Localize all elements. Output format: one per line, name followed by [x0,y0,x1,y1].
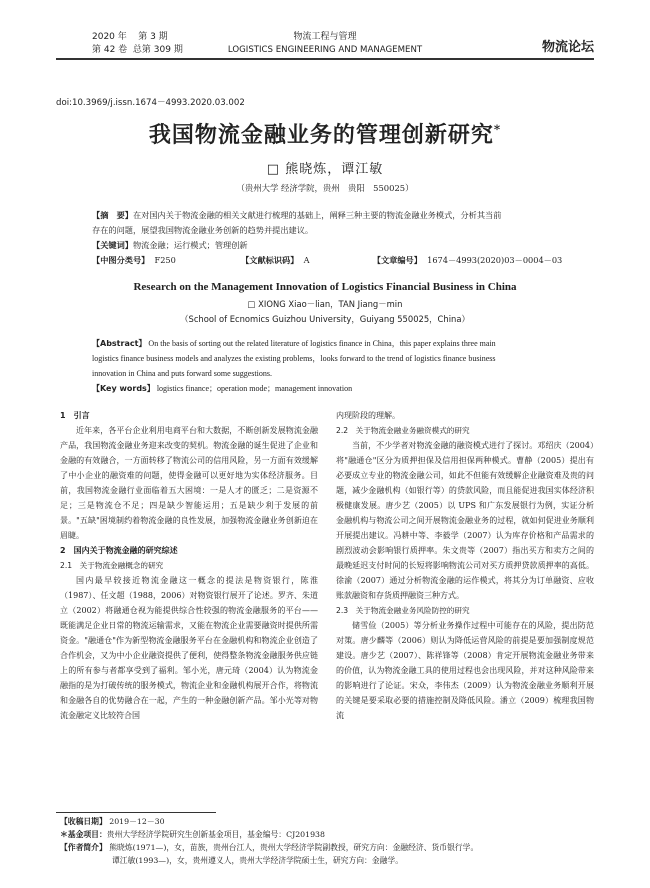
clc-label: 【中图分类号】 [92,255,150,265]
authors-cn: □ 熊晓炼，谭江敏 [266,162,384,177]
title-cn-text: 我国物流金融业务的管理创新研究 [148,122,494,148]
abstract-en-line2: logistics finance business models and analyzes the existing problems，looks forward to the trend of logistics finance business [92,354,496,363]
authors-en: □ XIONG Xiao－lian，TAN Jiang－min [247,299,403,309]
section-2-heading: 2 国内关于物流金融的研究综述 [60,546,178,555]
abstract-en-line1: On the basis of sorting out the related literature of logistics finance in China，this paper explains three main [148,339,496,348]
classification-line [92,253,570,268]
article-number-label: 【文章编号】 [372,255,422,265]
author-bio-1: 熊晓炼(1971—)，女，苗族，贵州台江人，贵州大学经济学院副教授，研究方向：金融经济、货币银行学。 [109,843,479,852]
keywords-cn-label: 【关键词】 [92,240,133,250]
abstract-en [92,336,568,396]
section-2-1-paragraph: 国内最早较接近物流金融这一概念的提法是物资银行，陈淮（1987）、任文超（1988，2006）对物资银行展开了论述。罗齐、朱道立（2002）将融通仓视为能提供综合性较强的物流金融服务的平台——既能满足企业日常的物流运输需求，又能在物流企业需要融资时提供所需资金。"融通仓"作为新型物流金融服务平台在金融机构和物流企业创造了合作机会，又为中小企业融资提供了便利，使得整条物流金融服务供应链上的所有参与者都享受到了福利。邹小光，唐元琦（2004）认为物流金融指的是为打破传统的服务模式，物流企业和金融机构展开合作，将物流和金融各自的优势融合在一起，产生的一种金融创新产品。邹小光等对物流金融定义比较符合国 [60,576,318,720]
doi: doi:10.3969/j.issn.1674－4993.2020.03.002 [56,98,245,108]
abstract-en-line3: innovation in China and puts forward some suggestions. [92,369,272,378]
author-bio-2: 谭江敏(1993—)，女，贵州遵义人，贵州大学经济学院硕士生，研究方向：金融学。 [112,856,404,865]
journal-name-cn: 物流工程与管理 [293,32,357,42]
header-rule [56,58,594,60]
abstract-cn-line2: 存在的问题，展望我国物流金融业务创新的趋势并提出建议。 [92,225,314,235]
received-date: 2019－12－30 [109,817,165,826]
fund-label: ＊基金项目： [60,830,107,839]
section-2-2-heading: 2.2 关于物流金融业务融资模式的研究 [336,426,470,435]
clc-number: F250 [154,255,176,265]
section-2-2-paragraph: 当前，不少学者对物流金融的融资模式进行了探讨。邓绍庆（2004）将"融通仓"区分为质押担保及信用担保两种模式。曹静（2005）提出有必要成立专业的物流金融公司，如此不但能有效缓解企业融资难及贵的问题，减少金融机构（如银行等）的贷款风险，而且能促进我国实体经济积极健康发展。唐少艺（2005）以 UPS 和广东发展银行为例，实证分析金融机构与物流公司之间开展物流金融业务的过程，就如何促进业务顺利开展提出建议。冯耕中等、李毅学（2007）认为库存价格和产品需求的剧烈波动会影响银行质押率。朱文贵等（2007）指出买方和卖方之间的最晚延迟支付时间的长短将影响物流公司对买方质押贷款质押率的高低。徐渝（2007）通过分析物流金融的运作模式，将其分为订单融资、应收账款融资和存货质押融资三种方式。 [336,441,594,600]
keywords-en: logistics finance；operation mode；management innovation [156,384,353,393]
continued-text: 内现阶段的理解。 [336,411,400,420]
abstract-cn-label: 【摘 要】 [92,210,133,220]
received-label: 【收稿日期】 [60,817,107,826]
abstract-cn [92,208,570,268]
footnote-rule [56,812,216,813]
author-bio-label: 【作者简介】 [60,843,107,852]
journal-name-en: LOGISTICS ENGINEERING AND MANAGEMENT [227,45,423,55]
affiliation-cn: （贵州大学 经济学院，贵州 贵阳 550025） [236,183,414,193]
affiliation-en: （School of Ecnomics Guizhou University，Guiyang 550025，China） [180,314,470,324]
section-2-3-paragraph: 储雪俭（2005）等分析业务操作过程中可能存在的风险，提出防范对策。唐少麟等（2006）则认为降低运营风险的前提是要加强制度规范建设。唐少艺（2007）、陈祥锋等（2008）肯定开展物流金融业务带来的价值，认为物流金融工具的使用过程也会出现风险，并对这种风险带来的影响进行了论证。宋众，李伟杰（2009）认为物流金融业务顺利开展的关键是要采取必要的措施控制及降低风险。潘立（2009）梳理我国物流 [336,621,594,720]
section-2-1-heading: 2.1 关于物流金融概念的研究 [60,561,164,570]
doc-code: A [303,255,310,265]
header-issue: 第 3 期 [138,32,168,42]
body-left-column [60,408,318,723]
fund-text: 贵州大学经济学院研究生创新基金项目，基金编号：CJ201938 [106,830,325,839]
section-1-heading: 1 引言 [60,411,90,420]
column-name: 物流论坛 [541,40,594,55]
paper-title-cn [0,118,650,149]
title-footnote-mark: * [493,122,502,137]
header-total-issue: 总第 309 期 [132,45,183,55]
header-year: 2020 年 [92,32,127,42]
intro-paragraph: 近年来，各平台企业利用电商平台和大数据，不断创新发展物流金融产品，我国物流金融业务迎来改变的契机。物流金融的诞生促进了企业和金融的有效融合，一方面转移了物流公司的信用风险，另一方面有效缓解了中小企业的融资难的问题，使得金融可以更好地为实体经济服务。目前，我国物流金融行业面临着五大困境：一是人才的匮乏；二是资源不足；三是物流仓不足；四是缺少智能运用；五是缺少利于发展的前景。"五缺"困境制约着物流金融的良性发展，加强物流金融业务创新迫在眉睫。 [60,426,318,540]
keywords-en-label: 【Key words】 [92,384,155,393]
keywords-cn: 物流金融；运行模式；管理创新 [132,240,248,250]
paper-title-en: Research on the Management Innovation of Logistics Financial Business in China [133,281,517,293]
article-number: 1674－4993(2020)03－0004－03 [427,255,563,265]
section-2-3-heading: 2.3 关于物流金融业务风险防控的研究 [336,606,470,615]
header-volume-text: 第 42 卷 [92,45,128,55]
body-right-column [336,408,594,723]
footnote [60,815,600,867]
doc-code-label: 【文献标识码】 [241,255,299,265]
abstract-en-label: 【Abstract】 [92,339,147,348]
abstract-cn-line1: 在对国内关于物流金融的相关文献进行梳理的基础上，阐释三种主要的物流金融业务模式，分析其当前 [132,210,502,220]
